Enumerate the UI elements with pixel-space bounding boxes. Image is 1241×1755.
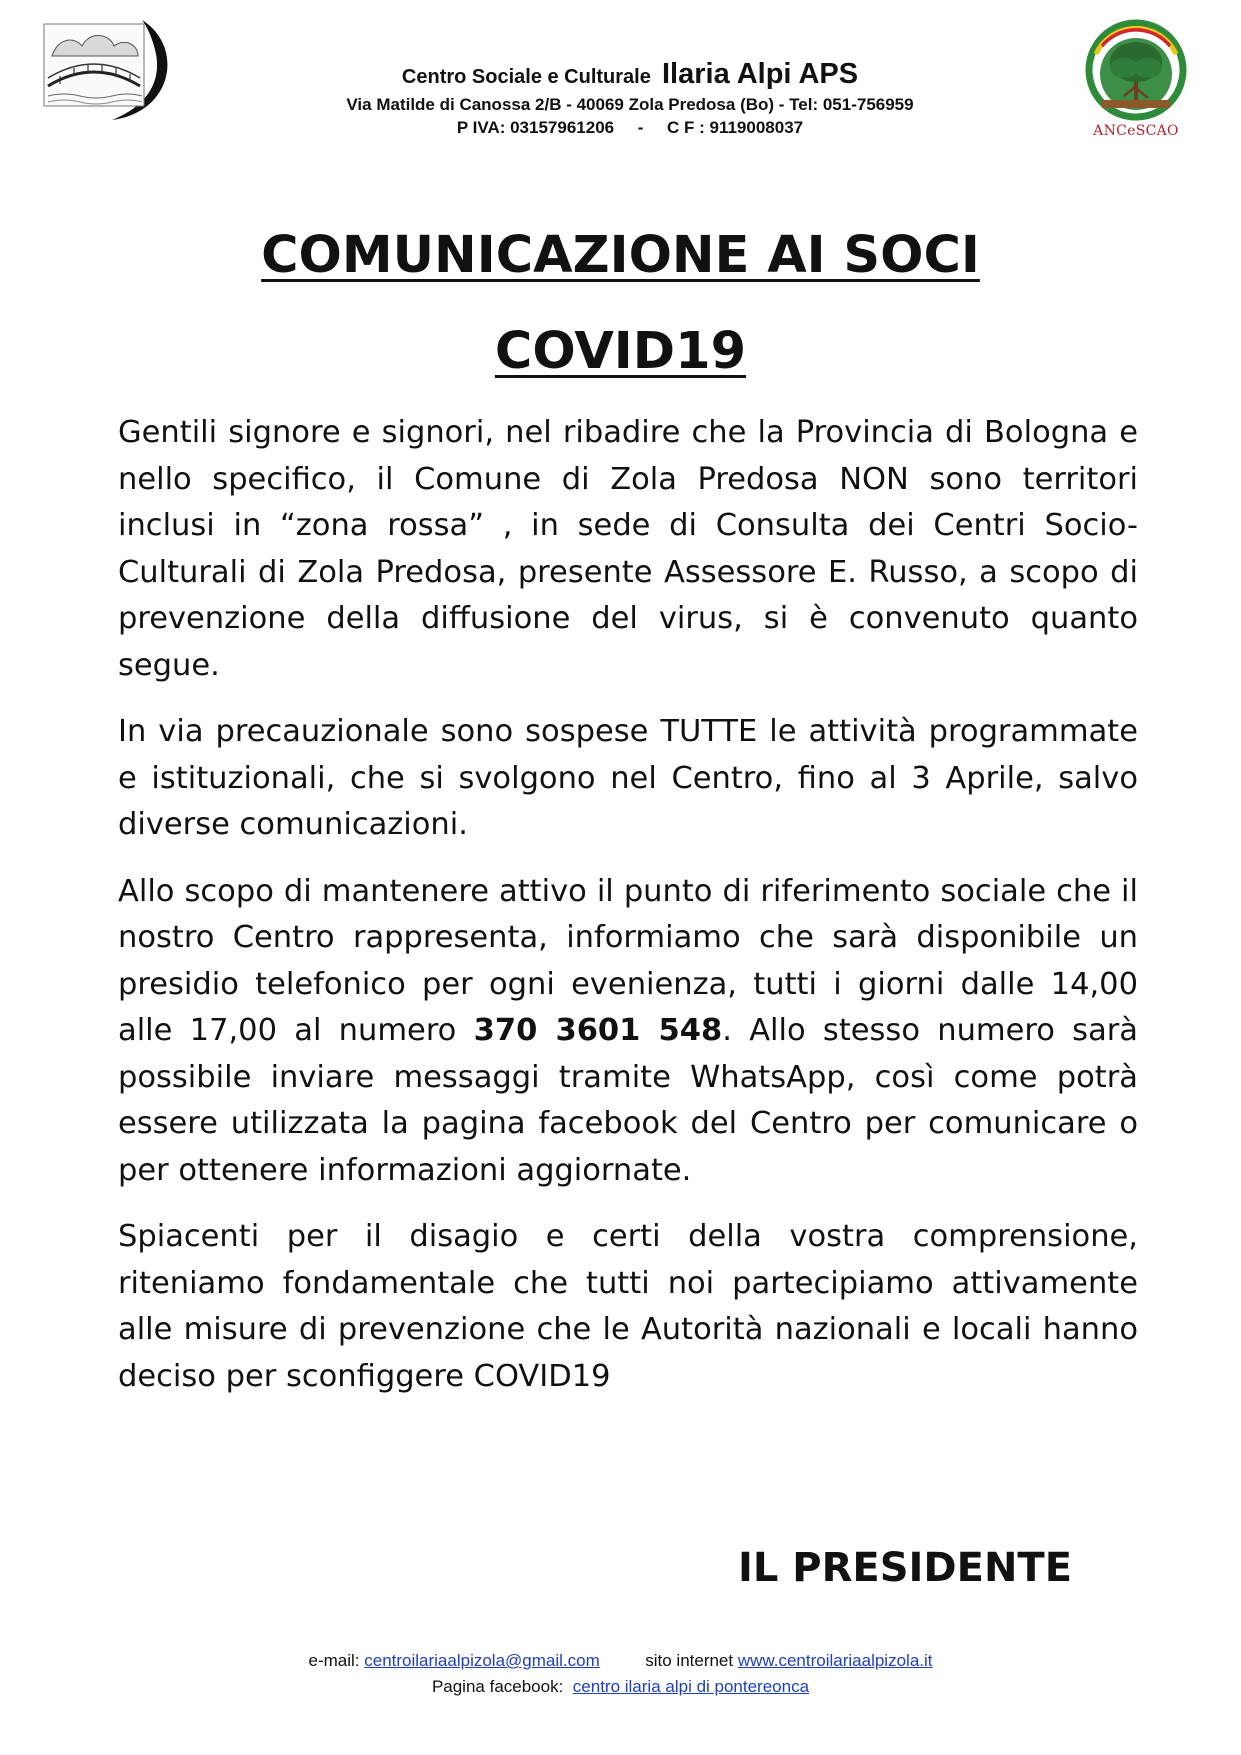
organization-tax-ids: P IVA: 03157961206 - C F : 9119008037 bbox=[456, 118, 804, 137]
organization-address: Via Matilde di Canossa 2/B - 40069 Zola Predosa (Bo) - Tel: 051-756959 bbox=[346, 95, 914, 114]
bridge-landscape-logo-icon bbox=[34, 16, 184, 124]
tree-ring-logo-icon bbox=[1084, 18, 1188, 122]
document-title: COMUNICAZIONE AI SOCI bbox=[261, 226, 980, 285]
paragraph-3 bbox=[118, 869, 1138, 1195]
footer-facebook-line bbox=[0, 1674, 1241, 1700]
facebook-link[interactable]: centro ilaria alpi di pontereonca bbox=[572, 1677, 810, 1696]
phone-number: 370 3601 548 bbox=[473, 1013, 723, 1048]
facebook-label: Pagina facebook: bbox=[431, 1677, 564, 1696]
paragraph-3-text-b: . Allo stesso numero sarà possibile inviare messaggi tramite WhatsApp, così come potrà essere utilizzata la pagina facebook del Centro per comunicare o per ottenere informazioni aggiornate. bbox=[118, 1013, 1138, 1188]
paragraph-2: In via precauzionale sono sospese TUTTE le attività programmate e istituzionali, che si svolgono nel Centro, fino al 3 Aprile, salvo diverse comunicazioni. bbox=[118, 714, 1138, 842]
paragraph-1: Gentili signore e signori, nel ribadire che la Provincia di Bologna e nello specifico, il Comune di Zola Predosa NON sono territori inclusi in “zona rossa” , in sede di Consulta dei Centri Socio-Culturali di Zola Predosa, presente Assessore E. Russo, a scopo di prevenzione della diffusione del virus, si è convenuto quanto segue. bbox=[118, 415, 1138, 683]
paragraph-4: Spiacenti per il disagio e certi della vostra comprensione, riteniamo fondamentale che tutti noi partecipiamo attivamente alle misure di prevenzione che le Autorità nazionali e locali hanno deciso per sconfiggere COVID19 bbox=[118, 1219, 1138, 1394]
footer-contacts-line bbox=[0, 1648, 1241, 1674]
website-link[interactable]: www.centroilariaalpizola.it bbox=[737, 1651, 933, 1670]
header-block bbox=[290, 58, 970, 139]
organization-prefix: Centro Sociale e Culturale bbox=[401, 66, 651, 88]
logo-right bbox=[1080, 18, 1192, 144]
logo-left bbox=[34, 16, 184, 124]
logo-brand-text: ANCeSCAO bbox=[1093, 123, 1179, 139]
document-subtitle: COVID19 bbox=[494, 322, 747, 381]
organization-name-line bbox=[290, 58, 970, 93]
notice-body bbox=[118, 410, 1138, 1420]
signature-title: IL PRESIDENTE bbox=[738, 1545, 1073, 1591]
website-label: sito internet bbox=[645, 1651, 734, 1670]
footer bbox=[0, 1648, 1241, 1700]
organization-name: Ilaria Alpi APS bbox=[662, 58, 859, 90]
email-link[interactable]: centroilariaalpizola@gmail.com bbox=[364, 1651, 600, 1670]
paragraph-3-text-a: Allo scopo di mantenere attivo il punto di riferimento sociale che il nostro Centro rappresenta, informiamo che sarà disponibile un presidio telefonico per ogni evenienza, tutti i giorni dalle 14,00 alle 17,00 al numero bbox=[118, 873, 1138, 1048]
email-label: e-mail: bbox=[308, 1651, 360, 1670]
